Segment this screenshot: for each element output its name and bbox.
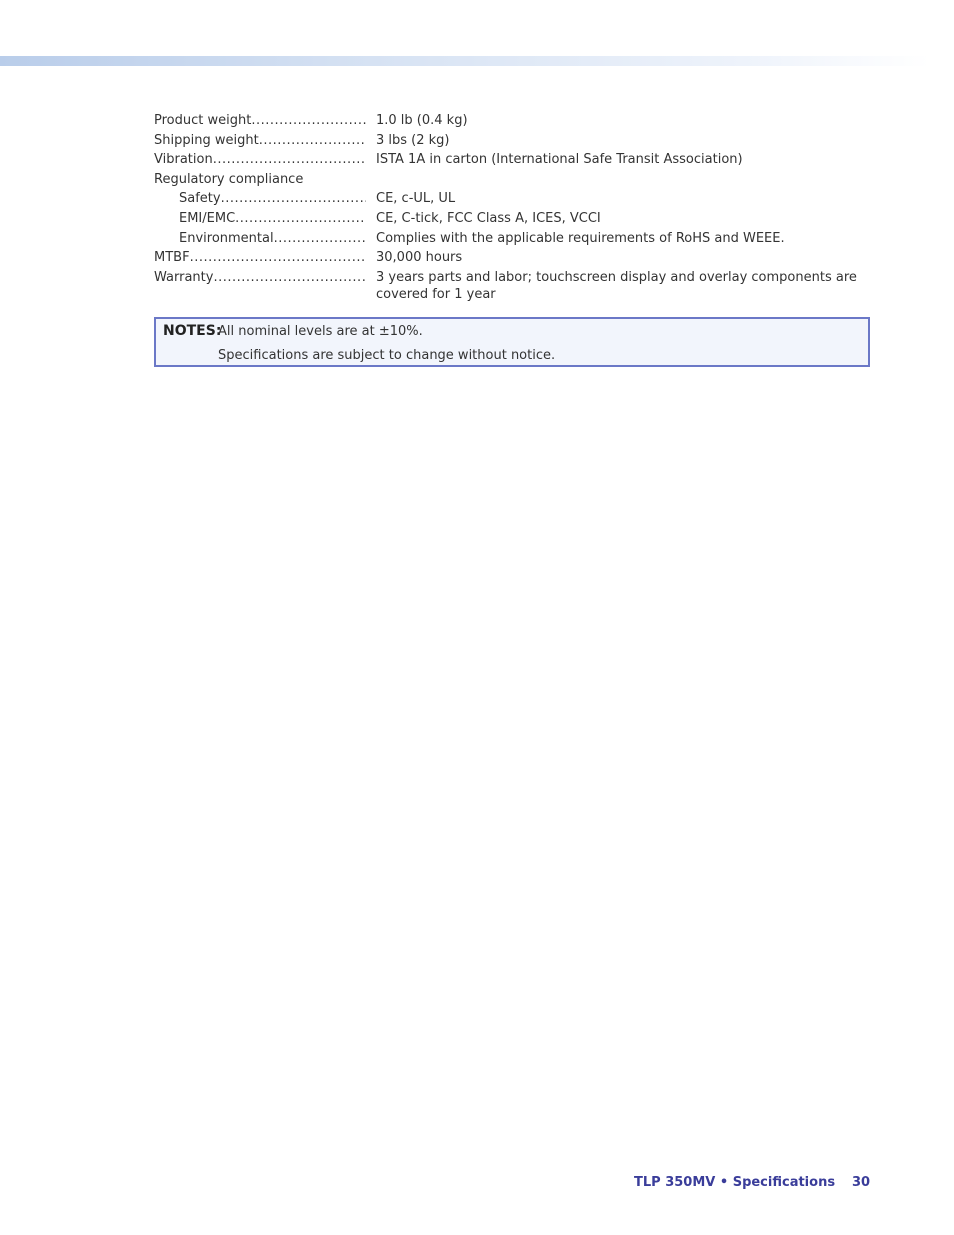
spec-value: 3 lbs (2 kg) [376, 132, 450, 148]
spec-value: CE, C-tick, FCC Class A, ICES, VCCI [376, 210, 601, 226]
spec-row-emi-emc [154, 210, 870, 227]
header-band [0, 56, 930, 66]
notes-box [154, 317, 870, 367]
dot-leader [213, 269, 366, 303]
spec-label: MTBF [154, 250, 190, 266]
spec-value: Complies with the applicable requirements of RoHS and WEEE. [376, 230, 785, 246]
spec-row-regulatory-compliance [154, 171, 870, 188]
dot-leader [213, 151, 366, 168]
note-item: Specifications are subject to change without notice. [218, 348, 556, 363]
spec-row-shipping-weight [154, 132, 870, 149]
spec-label: Warranty [154, 269, 214, 285]
spec-row-product-weight [154, 112, 870, 129]
spec-list [154, 112, 870, 305]
note-item: All nominal levels are at ±10%. [218, 324, 423, 339]
dot-leader [221, 190, 366, 207]
spec-label: Safety [179, 191, 221, 207]
dot-leader [190, 249, 366, 266]
footer-title: TLP 350MV • Specifications [634, 1175, 836, 1190]
spec-label: Vibration [154, 152, 213, 168]
spec-value: ISTA 1A in carton (International Safe Transit Association) [376, 152, 743, 168]
spec-label: EMI/EMC [179, 210, 236, 226]
spec-row-vibration [154, 151, 870, 168]
spec-label: Environmental [179, 230, 274, 246]
spec-row-environmental [154, 230, 870, 247]
spec-value: 1.0 lb (0.4 kg) [376, 113, 468, 128]
spec-row-warranty [154, 269, 870, 303]
dot-leader [274, 230, 366, 247]
dot-leader [259, 132, 366, 149]
spec-value: 3 years parts and labor; touchscreen display and overlay components are covered for 1 year [376, 269, 857, 302]
spec-row-safety [154, 190, 870, 207]
notes-label: NOTES: [163, 323, 222, 339]
dot-leader [235, 210, 366, 227]
spec-value: 30,000 hours [376, 250, 463, 266]
spec-row-mtbf [154, 249, 870, 266]
spec-label: Shipping weight [154, 132, 259, 148]
page-number: 30 [852, 1175, 871, 1190]
dot-leader [251, 112, 366, 129]
spec-label: Product weight [154, 113, 252, 128]
spec-heading: Regulatory compliance [154, 171, 304, 187]
spec-value: CE, c-UL, UL [376, 191, 456, 207]
